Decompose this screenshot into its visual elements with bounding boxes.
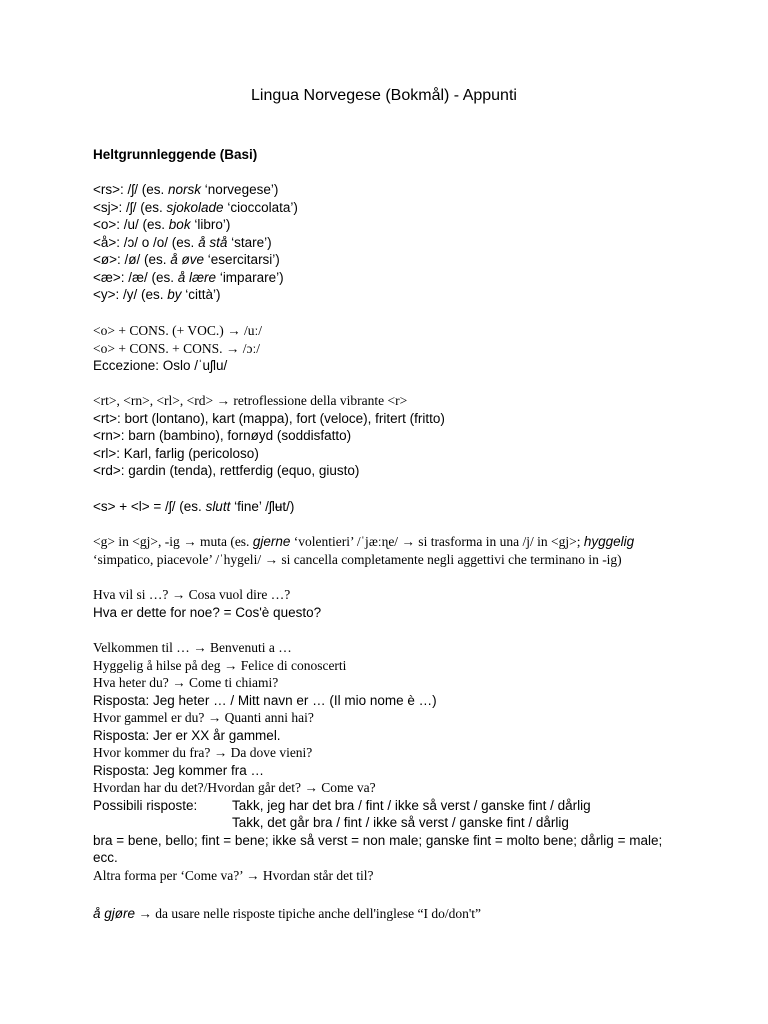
pron-gloss: ‘libro’) [190, 217, 231, 232]
glossary: bra = bene, bello; fint = bene; ikke så verst = non male; ganske fint = molto bene; dårlig = male; ecc. [93, 832, 663, 865]
dialogue-line: Risposta: Jer er XX år gammel. [93, 727, 281, 743]
vowel-rules [93, 322, 693, 375]
retroflex-item: <rl>: Karl, farlig (pericoloso) [93, 445, 259, 461]
dialogue [93, 639, 693, 884]
pron-example: å stå [198, 234, 228, 250]
dialogue-line: Hvor kommer du fra? → Da dove vieni? [93, 745, 313, 760]
g-rule [93, 533, 693, 568]
pron-example: å øve [170, 252, 205, 267]
pron-text: <å>: /ɔ/ o /o/ (es. [93, 234, 199, 250]
question-line: Hva vil si …? → Cosa vuol dire …? [93, 587, 291, 602]
sl-gloss: ‘fine’ /ʃlʉt/) [230, 499, 295, 514]
pron-line [93, 234, 693, 252]
sl-line [93, 498, 693, 516]
gjore-note [93, 905, 693, 923]
sl-example: slutt [205, 499, 231, 514]
pron-gloss: ‘stare’) [227, 234, 272, 250]
g-text: <g> in <gj>, -ig → muta (es. [93, 534, 253, 549]
page-title: Lingua Norvegese (Bokmål) - Appunti [251, 87, 517, 104]
possibili-answer: Takk, jeg har det bra / fint / ikke så verst / ganske fint / dårlig [232, 797, 591, 813]
vowel-rule: <o> + CONS. (+ VOC.) → /uː/ [93, 323, 262, 338]
pron-example: by [167, 287, 182, 302]
pron-example: bok [168, 217, 191, 232]
pron-gloss: ‘norvegese’) [201, 182, 279, 197]
retroflex-item: <rt>: bort (lontano), kart (mappa), fort (veloce), fritert (fritto) [93, 410, 445, 426]
g-example: hyggelig [583, 534, 635, 549]
pronunciation-list [93, 181, 693, 304]
pron-text: <rs>: /ʃ/ (es. [93, 182, 169, 197]
dialogue-line: Hva heter du? → Come ti chiami? [93, 675, 279, 690]
section-heading: Heltgrunnleggende (Basi) [93, 147, 258, 162]
retroflex-section [93, 392, 693, 480]
questions [93, 586, 693, 621]
sl-text: <s> + <l> = /ʃ/ (es. [93, 499, 206, 514]
g-example: gjerne [252, 534, 291, 549]
pron-text: <ø>: /ø/ (es. [93, 252, 171, 267]
gjore-text: → da usare nelle risposte tipiche anche dell'inglese “I do/don't” [135, 906, 482, 921]
pron-example: sjokolade [166, 199, 224, 215]
dialogue-line: Hvordan har du det?/Hvordan går det? → Come va? [93, 780, 376, 795]
pron-line [93, 251, 693, 269]
retroflex-intro: <rt>, <rn>, <rl>, <rd> → retroflessione della vibrante <r> [93, 393, 408, 408]
pron-gloss: ‘città’) [181, 287, 221, 302]
sl-rule [93, 498, 693, 516]
dialogue-line: Hvor gammel er du? → Quanti anni hai? [93, 710, 314, 725]
retroflex-item: <rd>: gardin (tenda), rettferdig (equo, giusto) [93, 463, 360, 478]
possibili-label: Possibili risposte: [93, 797, 198, 813]
dialogue-line: Risposta: Jeg kommer fra … [93, 762, 265, 778]
pron-line [93, 199, 693, 217]
dialogue-line: Velkommen til … → Benvenuti a … [93, 640, 292, 655]
retroflex-item: <rn>: barn (bambino), fornøyd (soddisfatto) [93, 428, 352, 443]
pron-gloss: ‘imparare’) [216, 269, 284, 285]
pron-line [93, 269, 693, 287]
pron-text: <y>: /y/ (es. [93, 287, 168, 302]
gjore-verb: å gjøre [93, 906, 136, 921]
gjore-line [93, 905, 693, 923]
vowel-rule: <o> + CONS. + CONS. → /ɔː/ [93, 340, 260, 356]
possibili-answer: Takk, det går bra / fint / ikke så verst / ganske fint / dårlig [232, 815, 569, 830]
pron-text: <sj>: /ʃ/ (es. [93, 199, 167, 215]
question-line: Hva er dette for noe? = Cos'è questo? [93, 604, 322, 620]
g-rule-line-2: ‘simpatico, piacevole’ /ˈhygeli/ → si cancella completamente negli aggettivi che terminano in -ig) [93, 551, 622, 567]
possibili-line [93, 797, 693, 815]
pron-line [93, 286, 693, 304]
dialogue-line: Risposta: Jeg heter … / Mitt navn er … (Il mio nome è …) [93, 692, 437, 708]
pron-text: <o>: /u/ (es. [93, 217, 169, 232]
pron-line [93, 216, 693, 234]
g-rule-line-1 [93, 533, 693, 551]
pron-text: <æ>: /æ/ (es. [93, 269, 178, 285]
vowel-exception: Eccezione: Oslo /ˈuʃlu/ [93, 358, 228, 373]
pron-example: norsk [168, 182, 202, 197]
pron-gloss: ‘esercitarsi’) [204, 252, 280, 267]
pron-example: å lære [177, 269, 217, 285]
pron-gloss: ‘cioccolata’) [223, 199, 298, 215]
pron-line [93, 181, 693, 199]
dialogue-line: Altra forma per ‘Come va?’ → Hvordan står det til? [93, 867, 374, 883]
g-text: ‘volentieri’ /ˈjæːɳe/ → si trasforma in una /j/ in <gj>; [290, 534, 584, 549]
dialogue-line: Hyggelig å hilse på deg → Felice di conoscerti [93, 657, 347, 673]
